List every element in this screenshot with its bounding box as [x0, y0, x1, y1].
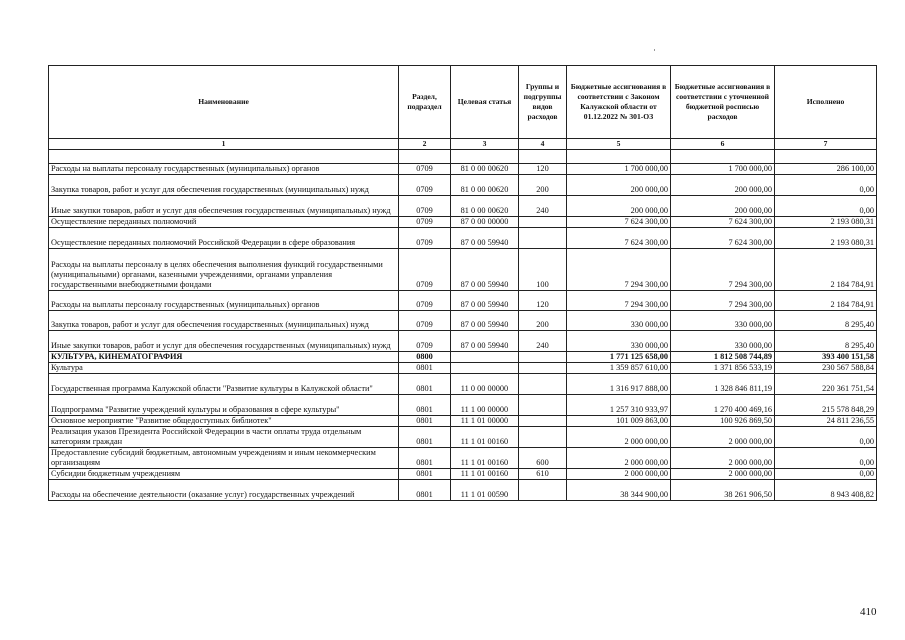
row-target: 81 0 00 00620 — [451, 175, 519, 196]
row-name: Иные закупки товаров, работ и услуг для обеспечения государственных (муниципальных) нужд — [49, 196, 399, 217]
row-name: КУЛЬТУРА, КИНЕМАТОГРАФИЯ — [49, 352, 399, 363]
row-target: 87 0 00 59940 — [451, 331, 519, 352]
row-section: 0800 — [399, 352, 451, 363]
row-group — [519, 395, 567, 416]
row-executed-amount: 8 295,40 — [775, 331, 877, 352]
table-row — [49, 469, 877, 480]
table-row — [49, 374, 877, 395]
row-target: 81 0 00 00620 — [451, 164, 519, 175]
header-row — [49, 66, 877, 139]
row-group — [519, 228, 567, 249]
row-group — [519, 363, 567, 374]
row-law-amount: 2 000 000,00 — [567, 427, 671, 448]
row-name: Культура — [49, 363, 399, 374]
row-group — [519, 374, 567, 395]
row-executed-amount: 0,00 — [775, 427, 877, 448]
column-number-row — [49, 139, 877, 150]
table-row — [49, 311, 877, 331]
row-section: 0801 — [399, 427, 451, 448]
row-group: 610 — [519, 469, 567, 480]
row-section: 0801 — [399, 395, 451, 416]
row-name: Закупка товаров, работ и услуг для обеспечения государственных (муниципальных) нужд — [49, 175, 399, 196]
row-law-amount: 200 000,00 — [567, 175, 671, 196]
row-executed-amount: 230 567 588,84 — [775, 363, 877, 374]
row-law-amount: 2 000 000,00 — [567, 448, 671, 469]
row-name: Закупка товаров, работ и услуг для обеспечения государственных (муниципальных) нужд — [49, 311, 399, 331]
row-executed-amount: 2 184 784,91 — [775, 249, 877, 291]
row-section: 0801 — [399, 416, 451, 427]
row-group — [519, 217, 567, 228]
row-group — [519, 427, 567, 448]
row-law-amount: 1 771 125 658,00 — [567, 352, 671, 363]
row-law-amount: 7 294 300,00 — [567, 249, 671, 291]
table-row — [49, 395, 877, 416]
table-row — [49, 416, 877, 427]
col-header-groups: Группы и подгруппы видов расходов — [519, 66, 567, 139]
row-section: 0709 — [399, 164, 451, 175]
row-group: 200 — [519, 175, 567, 196]
row-section: 0709 — [399, 217, 451, 228]
row-law-amount: 1 359 857 610,00 — [567, 363, 671, 374]
row-law-amount: 7 294 300,00 — [567, 291, 671, 311]
row-name: Предоставление субсидий бюджетным, автономным учреждениям и иным некоммерческим организациям — [49, 448, 399, 469]
row-refined-amount: 2 000 000,00 — [671, 448, 775, 469]
row-group: 600 — [519, 448, 567, 469]
table-row — [49, 249, 877, 291]
row-section: 0709 — [399, 311, 451, 331]
row-law-amount: 38 344 900,00 — [567, 480, 671, 501]
row-name: Государственная программа Калужской области "Развитие культуры в Калужской области" — [49, 374, 399, 395]
row-refined-amount: 200 000,00 — [671, 175, 775, 196]
table-row — [49, 427, 877, 448]
row-name: Расходы на выплаты персоналу государственных (муниципальных) органов — [49, 164, 399, 175]
row-law-amount: 2 000 000,00 — [567, 469, 671, 480]
row-target — [451, 352, 519, 363]
col-number: 4 — [519, 139, 567, 150]
row-refined-amount: 330 000,00 — [671, 331, 775, 352]
row-name: Основное мероприятие "Развитие общедоступных библиотек" — [49, 416, 399, 427]
row-executed-amount: 215 578 848,29 — [775, 395, 877, 416]
col-header-law: Бюджетные ассигнования в соответствии с Законом Калужской области от 01.12.2022 № 301-ОЗ — [567, 66, 671, 139]
row-section: 0801 — [399, 374, 451, 395]
row-group: 120 — [519, 291, 567, 311]
row-refined-amount: 2 000 000,00 — [671, 469, 775, 480]
row-refined-amount: 1 700 000,00 — [671, 164, 775, 175]
row-law-amount: 7 624 300,00 — [567, 217, 671, 228]
row-group — [519, 480, 567, 501]
row-target: 87 0 00 59940 — [451, 291, 519, 311]
row-target: 11 0 00 00000 — [451, 374, 519, 395]
table-row — [49, 448, 877, 469]
row-refined-amount: 38 261 906,50 — [671, 480, 775, 501]
col-header-name: Наименование — [49, 66, 399, 139]
row-name: Расходы на выплаты персоналу государственных (муниципальных) органов — [49, 291, 399, 311]
row-section: 0801 — [399, 480, 451, 501]
row-executed-amount: 0,00 — [775, 196, 877, 217]
col-header-target: Целевая статья — [451, 66, 519, 139]
row-name: Осуществление переданных полномочий Российской Федерации в сфере образования — [49, 228, 399, 249]
table-row — [49, 291, 877, 311]
row-target: 11 1 01 00590 — [451, 480, 519, 501]
row-law-amount: 200 000,00 — [567, 196, 671, 217]
row-law-amount: 330 000,00 — [567, 311, 671, 331]
row-executed-amount: 2 193 080,31 — [775, 217, 877, 228]
row-law-amount: 330 000,00 — [567, 331, 671, 352]
table-row — [49, 480, 877, 501]
row-group: 240 — [519, 196, 567, 217]
row-section: 0709 — [399, 228, 451, 249]
row-law-amount: 7 624 300,00 — [567, 228, 671, 249]
row-executed-amount: 220 361 751,54 — [775, 374, 877, 395]
row-name: Осуществление переданных полномочий — [49, 217, 399, 228]
row-target: 87 0 00 59940 — [451, 311, 519, 331]
row-law-amount: 1 700 000,00 — [567, 164, 671, 175]
row-target: 11 1 00 00000 — [451, 395, 519, 416]
table-row — [49, 217, 877, 228]
col-number: 1 — [49, 139, 399, 150]
row-executed-amount: 8 943 408,82 — [775, 480, 877, 501]
row-group — [519, 416, 567, 427]
row-law-amount: 1 257 310 933,97 — [567, 395, 671, 416]
row-name: Подпрограмма "Развитие учреждений культуры и образования в сфере культуры" — [49, 395, 399, 416]
spacer-row — [49, 150, 877, 164]
row-name: Субсидии бюджетным учреждениям — [49, 469, 399, 480]
row-section: 0709 — [399, 291, 451, 311]
row-executed-amount: 286 100,00 — [775, 164, 877, 175]
col-number: 2 — [399, 139, 451, 150]
row-target: 11 1 01 00160 — [451, 448, 519, 469]
row-target: 11 1 01 00160 — [451, 427, 519, 448]
col-header-section: Раздел, подраздел — [399, 66, 451, 139]
table-row — [49, 164, 877, 175]
row-section: 0801 — [399, 363, 451, 374]
row-name: Реализация указов Президента Российской Федерации в части оплаты труда отдельным категориям граждан — [49, 427, 399, 448]
col-number: 3 — [451, 139, 519, 150]
col-header-refined: Бюджетные ассигнования в соответствии с уточненной бюджетной росписью расходов — [671, 66, 775, 139]
row-executed-amount: 8 295,40 — [775, 311, 877, 331]
table-row — [49, 331, 877, 352]
row-target: 87 0 00 59940 — [451, 249, 519, 291]
row-refined-amount: 100 926 869,50 — [671, 416, 775, 427]
row-target — [451, 363, 519, 374]
row-name: Расходы на выплаты персоналу в целях обеспечения выполнения функций государственными (муниципальными) органами, казенными учреждениями, органами управления государственными внебюджетными фондами — [49, 249, 399, 291]
table-row — [49, 363, 877, 374]
row-section: 0801 — [399, 448, 451, 469]
table-row — [49, 175, 877, 196]
row-refined-amount: 2 000 000,00 — [671, 427, 775, 448]
row-group: 100 — [519, 249, 567, 291]
row-refined-amount: 1 812 508 744,89 — [671, 352, 775, 363]
col-number: 6 — [671, 139, 775, 150]
row-executed-amount: 0,00 — [775, 469, 877, 480]
row-refined-amount: 7 294 300,00 — [671, 249, 775, 291]
row-section: 0709 — [399, 175, 451, 196]
col-header-executed: Исполнено — [775, 66, 877, 139]
row-refined-amount: 1 328 846 811,19 — [671, 374, 775, 395]
row-group: 120 — [519, 164, 567, 175]
row-executed-amount: 393 400 151,58 — [775, 352, 877, 363]
col-number: 5 — [567, 139, 671, 150]
row-section: 0801 — [399, 469, 451, 480]
row-target: 87 0 00 59940 — [451, 228, 519, 249]
row-group: 200 — [519, 311, 567, 331]
table-row — [49, 228, 877, 249]
table-row — [49, 352, 877, 363]
row-executed-amount: 0,00 — [775, 175, 877, 196]
row-section: 0709 — [399, 331, 451, 352]
row-executed-amount: 2 184 784,91 — [775, 291, 877, 311]
row-group — [519, 352, 567, 363]
row-executed-amount: 2 193 080,31 — [775, 228, 877, 249]
row-name: Иные закупки товаров, работ и услуг для обеспечения государственных (муниципальных) нужд — [49, 331, 399, 352]
page-number: 410 — [860, 606, 877, 618]
row-refined-amount: 7 294 300,00 — [671, 291, 775, 311]
row-target: 87 0 00 00000 — [451, 217, 519, 228]
row-section: 0709 — [399, 249, 451, 291]
row-law-amount: 101 009 863,00 — [567, 416, 671, 427]
row-group: 240 — [519, 331, 567, 352]
row-executed-amount: 0,00 — [775, 448, 877, 469]
row-refined-amount: 7 624 300,00 — [671, 217, 775, 228]
row-refined-amount: 1 270 400 469,16 — [671, 395, 775, 416]
row-target: 81 0 00 00620 — [451, 196, 519, 217]
row-refined-amount: 200 000,00 — [671, 196, 775, 217]
budget-table — [48, 65, 877, 501]
col-number: 7 — [775, 139, 877, 150]
row-executed-amount: 24 811 236,55 — [775, 416, 877, 427]
row-law-amount: 1 316 917 888,00 — [567, 374, 671, 395]
row-refined-amount: 1 371 856 533,19 — [671, 363, 775, 374]
row-target: 11 1 01 00160 — [451, 469, 519, 480]
row-refined-amount: 7 624 300,00 — [671, 228, 775, 249]
row-section: 0709 — [399, 196, 451, 217]
row-refined-amount: 330 000,00 — [671, 311, 775, 331]
table-row — [49, 196, 877, 217]
row-name: Расходы на обеспечение деятельности (оказание услуг) государственных учреждений — [49, 480, 399, 501]
scan-mark — [654, 49, 655, 51]
row-target: 11 1 01 00000 — [451, 416, 519, 427]
